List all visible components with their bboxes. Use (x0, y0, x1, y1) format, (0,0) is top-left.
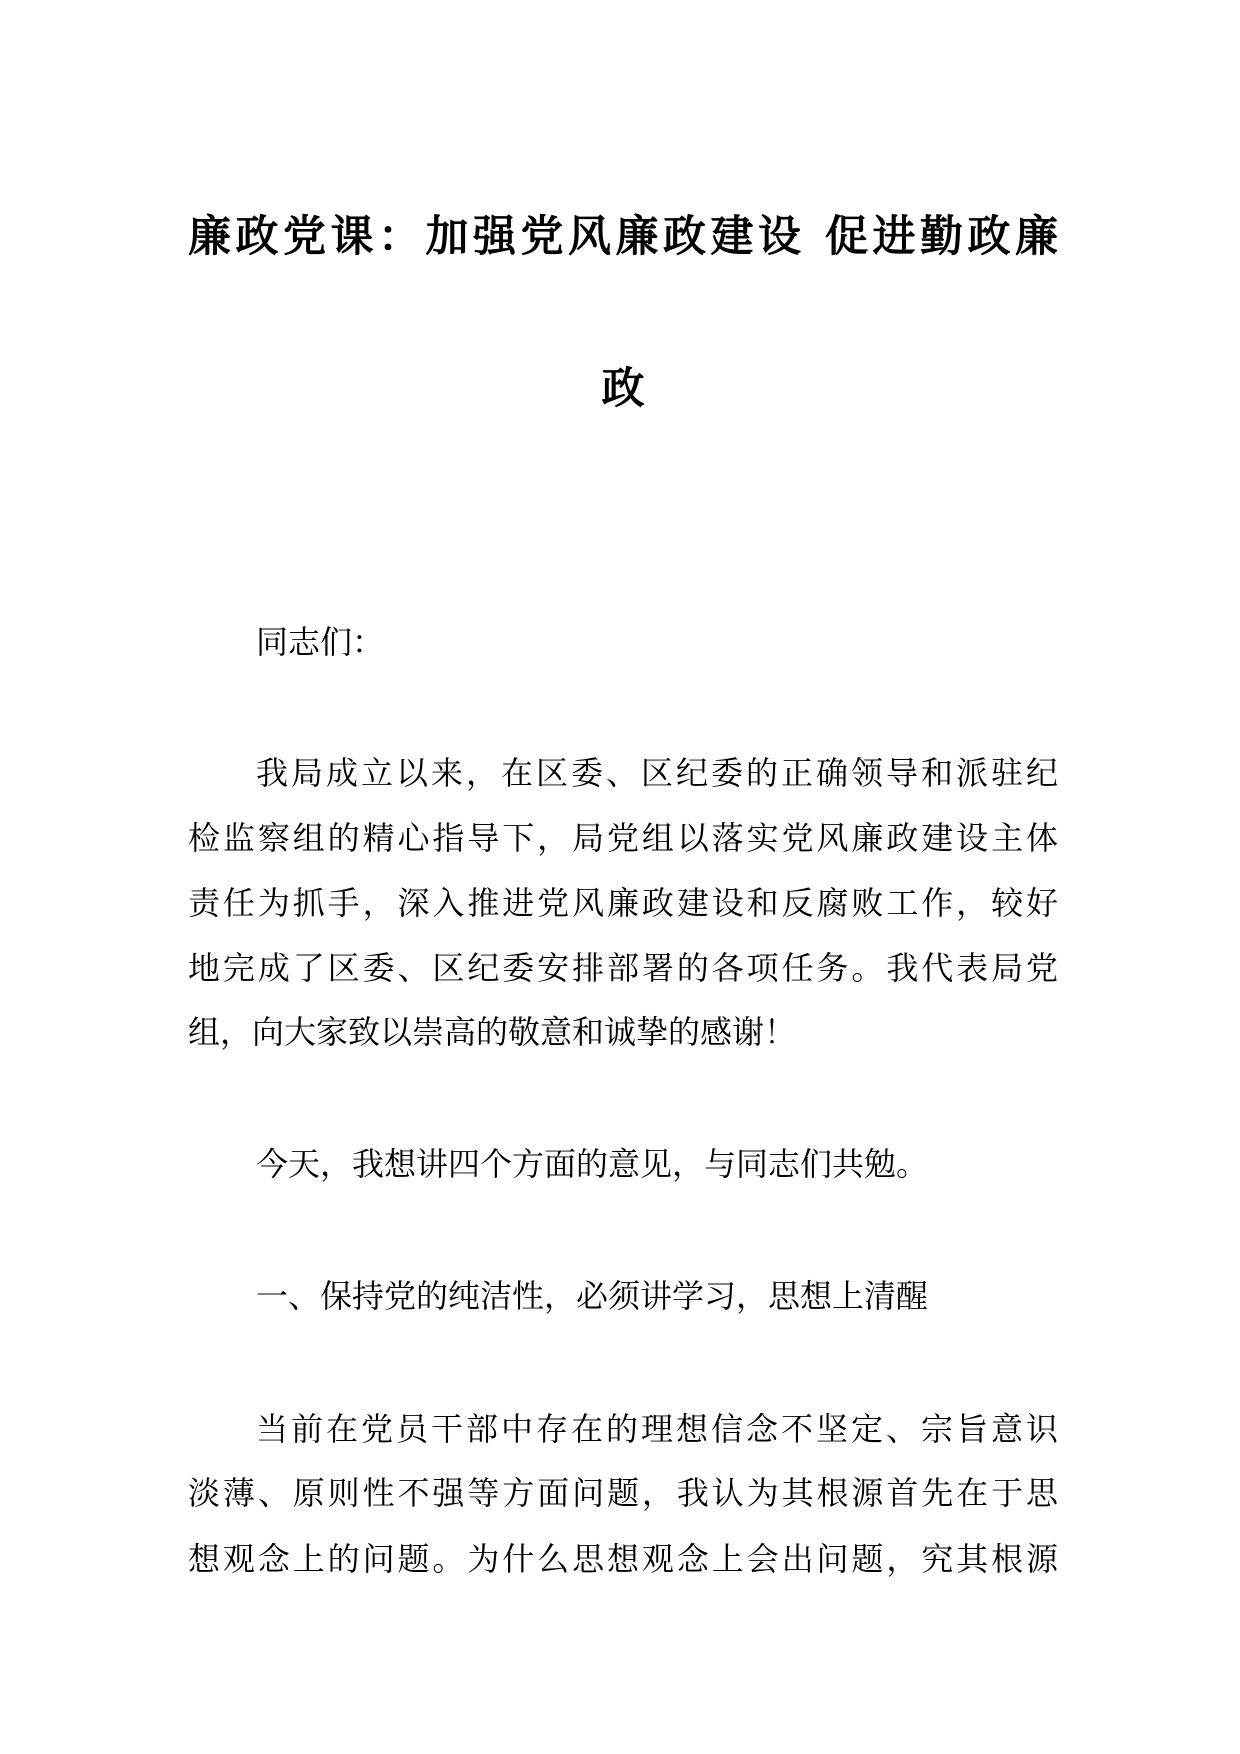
paragraph-1-line-5: 组，向大家致以崇高的敬意和诚挚的感谢！ (188, 1013, 797, 1051)
paragraph-1-line-1: 我局成立以来，在区委、区纪委的正确领导和派驻纪 (256, 754, 1058, 792)
document-title-line-2: 政 (601, 364, 645, 414)
paragraph-4-line-3: 想观念上的问题。为什么思想观念上会出问题，究其根源 (188, 1540, 1058, 1578)
paragraph-2-line-1: 今天，我想讲四个方面的意见，与同志们共勉。 (256, 1145, 929, 1183)
paragraph-1-line-4: 地完成了区委、区纪委安排部署的各项任务。我代表局党 (188, 949, 1058, 987)
section-heading-1: 一、保持党的纯洁性，必须讲学习，思想上清醒 (256, 1277, 929, 1315)
paragraph-4-line-2: 淡薄、原则性不强等方面问题，我认为其根源首先在于思 (188, 1474, 1058, 1512)
paragraph-1-line-3: 责任为抓手，深入推进党风廉政建设和反腐败工作，较好 (188, 884, 1058, 922)
paragraph-1-line-2: 检监察组的精心指导下，局党组以落实党风廉政建设主体 (188, 819, 1058, 857)
paragraph-4-line-1: 当前在党员干部中存在的理想信念不坚定、宗旨意识 (256, 1410, 1058, 1448)
document-title-line-1: 廉政党课：加强党风廉政建设 促进勤政廉 (188, 212, 1058, 262)
salutation: 同志们： (256, 623, 385, 661)
